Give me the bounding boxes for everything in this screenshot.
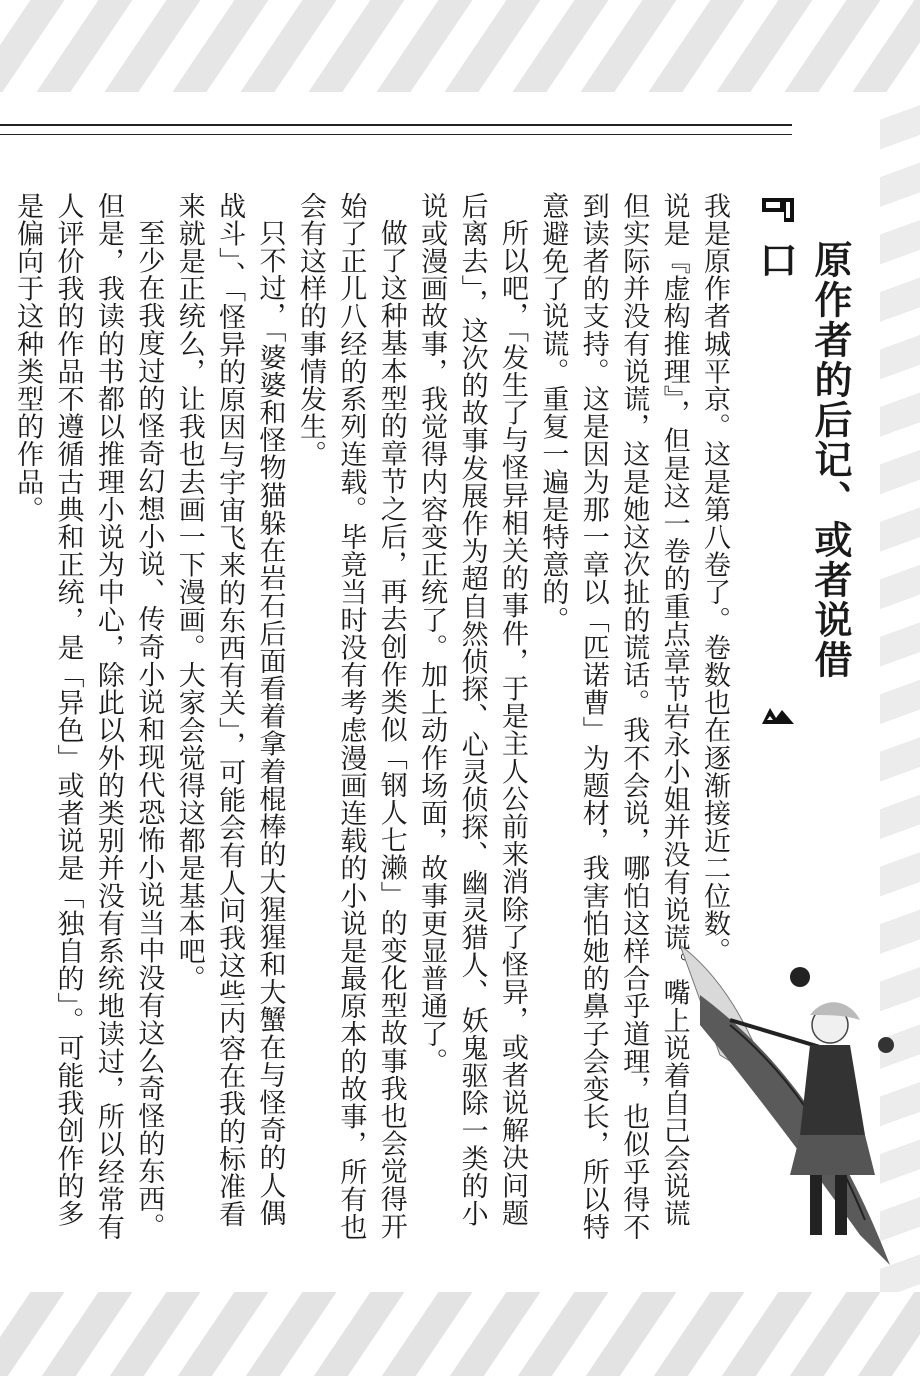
title-column (748, 192, 852, 680)
paragraph: 至少在我度过的怪奇幻想小说、传奇小说和现代恐怖小说当中没有这么奇怪的东西。但是，我读的书都以推理小说为中心，除此以外的类别并没有系统地读过，所以经常有人评价我的作品不遵循古典和正统，是「异色」或者说是「独自的」。可能我创作的多是偏向于这种类型的作品。 (12, 192, 165, 1241)
character-illustration (660, 935, 920, 1275)
afterword-text (7, 192, 734, 1312)
flag-emblem-icon (760, 192, 796, 226)
page-title: 原作者的后记、或者说借口 (753, 240, 852, 680)
paragraph: 我是原作者城平京。这是第八卷了。卷数也在逐渐接近二位数。 (699, 192, 730, 965)
paragraph: 只不过，「婆婆和怪物猫躲在岩石后面看着拿着棍棒的大猩猩和大蟹在与怪奇的人偶战斗」、「怪异的原因与宇宙飞来的东西有关」，可能会有人问我这些内容在我的标准看来就是正统么，让我也去画一下漫画。大家会觉得这都是基本吧。 (173, 192, 286, 1228)
header-rule-thin (0, 134, 792, 135)
paragraph: 做了这种基本型的章节之后，再去创作类似「钢人七濑」的变化型故事我也会觉得开始了正儿八经的系列连载。毕竟当时没有考虑漫画连载的小说是最原本的故事，所有也会有这样的事情发生。 (294, 192, 407, 1241)
paragraph: 所以吧，「发生了与怪异相关的事件，于是主人公前来消除了怪异，或者说解决问题后离去」，这次的故事发展作为超自然侦探、心灵侦探、幽灵猎人、妖鬼驱除一类的小说或漫画故事，我觉得内容变正统了。加上动作场面，故事更显普通了。 (416, 192, 528, 1228)
top-stripe-band (0, 0, 920, 92)
paragraph: 说是『虚构推理』，但是这一卷的重点章节岩永小姐并没有说谎。嘴上说着自己会说谎但实际并没有说谎，这是她这次扯的谎话。我不会说，哪怕这样合乎道理，也似乎得不到读者的支持。这是因为那一章以「匹诺曹」为题材，我害怕她的鼻子会变长，所以特意避免了说谎。重复一遍是特意的。 (537, 192, 690, 1241)
mountain-emblem-icon (760, 704, 796, 726)
header-rule (0, 124, 792, 126)
bottom-stripe-band (0, 1292, 920, 1376)
